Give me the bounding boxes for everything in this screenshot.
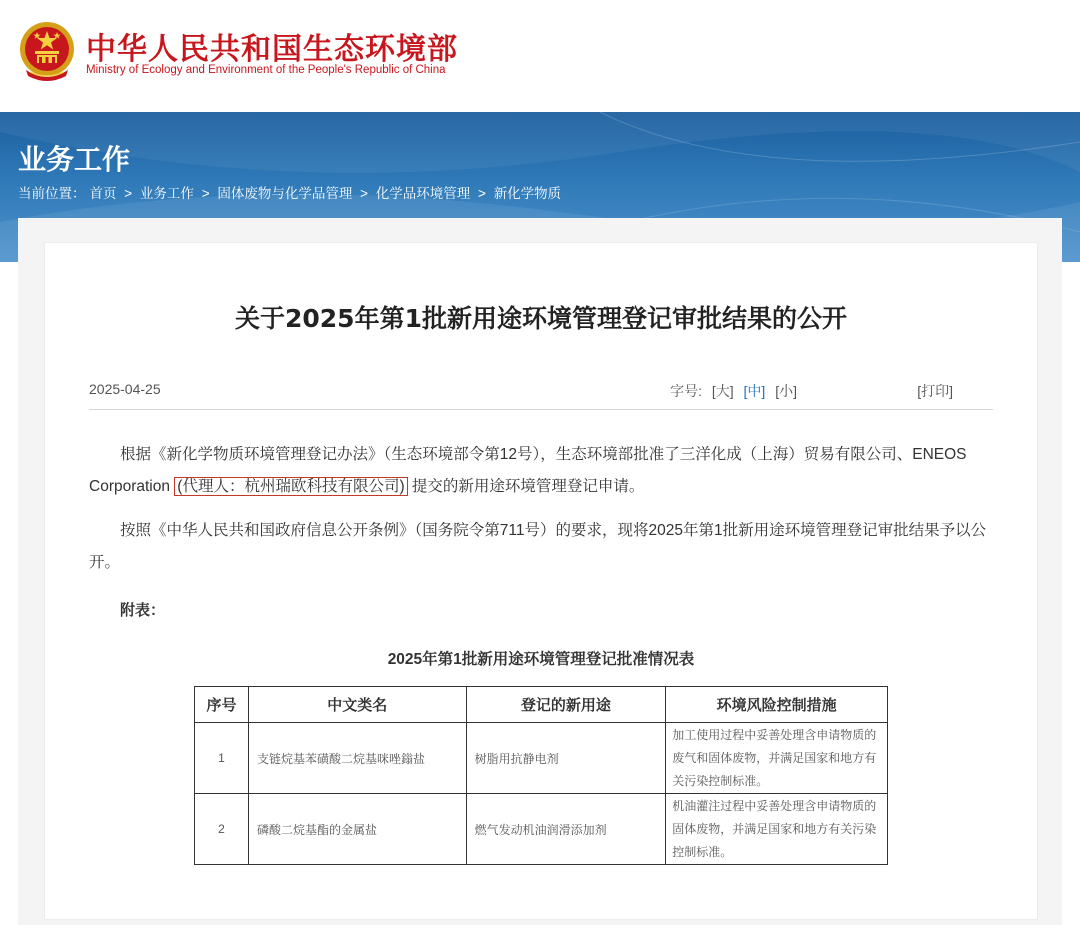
- breadcrumb: [18, 182, 565, 202]
- breadcrumb-business[interactable]: 业务工作: [139, 186, 194, 201]
- breadcrumb-solid-waste[interactable]: 固体废物与化学品管理: [217, 186, 353, 201]
- publish-date: 2025-04-25: [89, 381, 161, 397]
- table-cell-measure: 加工使用过程中妥善处理含申请物质的废气和固体废物，并满足国家和地方有关污染控制标准。: [666, 723, 888, 794]
- breadcrumb-separator: >: [360, 186, 368, 201]
- site-title-en: Ministry of Ecology and Environment of the People's Republic of China: [86, 64, 446, 76]
- table-header-row: [195, 687, 888, 723]
- breadcrumb-new-chemicals[interactable]: 新化学物质: [493, 186, 562, 201]
- approval-table: [194, 686, 888, 865]
- article-meta: [89, 381, 993, 410]
- site-header: [0, 0, 1080, 112]
- body-paragraph-1: [89, 439, 993, 503]
- article-title: 关于2025年第1批新用途环境管理登记审批结果的公开: [235, 304, 847, 333]
- breadcrumb-chemical-mgmt[interactable]: 化学品环境管理: [375, 186, 471, 201]
- breadcrumb-home[interactable]: 首页: [89, 186, 117, 201]
- paragraph-1-text-b: 提交的新用途环境管理登记申请。: [407, 478, 645, 495]
- table-cell-use: 燃气发动机油润滑添加剂: [466, 794, 666, 865]
- table-row: [195, 794, 888, 865]
- agent-highlight: (代理人：杭州瑞欧科技有限公司): [174, 477, 407, 496]
- table-cell-name: 磷酸二烷基酯的金属盐: [248, 794, 466, 865]
- table-header-cell: 登记的新用途: [466, 687, 666, 723]
- table-cell-index: 1: [195, 723, 249, 794]
- font-size-small[interactable]: [小]: [775, 383, 797, 399]
- attachment-label: 附表：: [120, 602, 166, 619]
- breadcrumb-separator: >: [201, 186, 210, 201]
- font-size-control: [670, 381, 797, 401]
- table-row: [195, 723, 888, 794]
- body-paragraph-2: 按照《中华人民共和国政府信息公开条例》（国务院令第711号）的要求，现将2025年第1批新用途环境管理登记审批结果予以公开。: [89, 522, 987, 571]
- table-header-cell: 序号: [195, 687, 249, 723]
- table-cell-use: 树脂用抗静电剂: [466, 723, 666, 794]
- national-emblem-icon[interactable]: [18, 20, 76, 82]
- table-cell-measure: 机油灌注过程中妥善处理含申请物质的固体废物，并满足国家和地方有关污染控制标准。: [666, 794, 888, 865]
- section-title: 业务工作: [18, 143, 131, 176]
- font-size-large[interactable]: [大]: [711, 383, 734, 399]
- breadcrumb-separator: >: [124, 186, 133, 201]
- table-caption: 2025年第1批新用途环境管理登记批准情况表: [387, 651, 695, 668]
- font-size-medium[interactable]: [中]: [743, 383, 766, 399]
- table-cell-index: 2: [195, 794, 249, 865]
- content-card: [18, 218, 1062, 925]
- site-title-cn[interactable]: 中华人民共和国生态环境部: [86, 32, 458, 67]
- table-header-cell: 中文类名: [248, 687, 466, 723]
- table-header-cell: 环境风险控制措施: [666, 687, 888, 723]
- breadcrumb-separator: >: [478, 186, 486, 201]
- table-cell-name: 支链烷基苯磺酸二烷基咪唑鎓盐: [248, 723, 466, 794]
- breadcrumb-prefix: 当前位置：: [18, 186, 86, 201]
- font-size-label: 字号:: [670, 383, 702, 399]
- paragraph-1-text-a: 根据《新化学物质环境管理登记办法》（生态环境部令第12号），生态环境部批准了三洋化成（上海）贸易有限公司、ENEOS Corporation: [89, 446, 967, 495]
- print-button[interactable]: [打印]: [917, 383, 953, 399]
- article-container: [44, 242, 1038, 920]
